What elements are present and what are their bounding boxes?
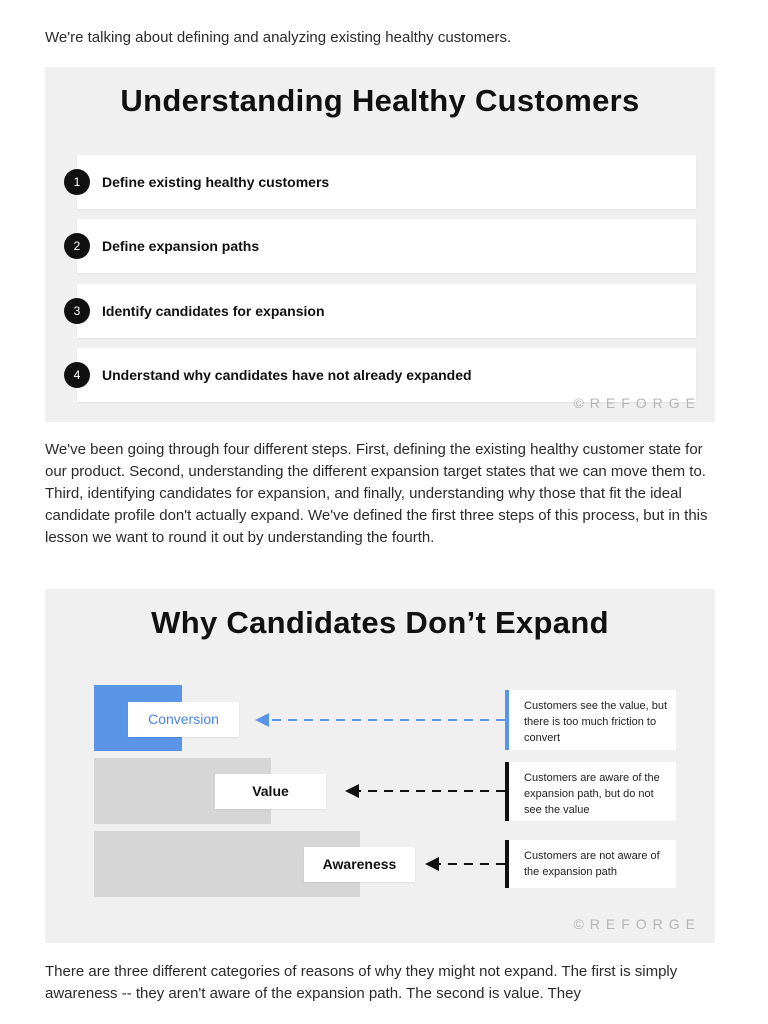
step-number-badge: 4 bbox=[64, 362, 90, 388]
awareness-note: Customers are not aware of the expansion path bbox=[505, 840, 676, 888]
awareness-arrow bbox=[425, 857, 505, 871]
step-card-4 bbox=[73, 348, 696, 402]
step-number-badge: 2 bbox=[64, 233, 90, 259]
conversion-note: Customers see the value, but there is too much friction to convert bbox=[505, 690, 676, 750]
conversion-arrow bbox=[255, 713, 505, 727]
healthy-customers-figure bbox=[45, 67, 715, 422]
categories-paragraph: There are three different categories of reasons of why they might not expand. The first is simply awareness -- they aren't aware of the expansion path. The second is value. They bbox=[45, 963, 678, 1002]
step-label: Identify candidates for expansion bbox=[102, 303, 325, 319]
figure2-title: Why Candidates Don’t Expand bbox=[151, 605, 609, 640]
reforge-watermark: ©REFORGE bbox=[573, 916, 701, 932]
conversion-label: Conversion bbox=[128, 702, 239, 737]
value-label: Value bbox=[215, 774, 326, 809]
figure1-title: Understanding Healthy Customers bbox=[120, 83, 640, 118]
step-card-1 bbox=[73, 155, 696, 209]
step-card-3 bbox=[73, 284, 696, 338]
step-label: Define expansion paths bbox=[102, 238, 260, 254]
step-number-badge: 1 bbox=[64, 169, 90, 195]
reforge-watermark: ©REFORGE bbox=[573, 395, 701, 411]
steps-paragraph: We've been going through four different steps. First, defining the existing healthy customer state for our product. Second, understanding the different expansion target states that we can move them to. Third, identifying candidates for expansion, and finally, understanding why those that fit the ideal candidate profile don't actually expand. We've defined the first three steps of this process, but in this lesson we want to round it out by understanding the fourth. bbox=[45, 441, 708, 546]
intro-paragraph: We're talking about defining and analyzing existing healthy customers. bbox=[45, 29, 512, 46]
why-candidates-figure bbox=[45, 589, 715, 943]
step-label: Understand why candidates have not already expanded bbox=[102, 367, 472, 383]
step-card-2 bbox=[73, 219, 696, 273]
awareness-label: Awareness bbox=[304, 847, 415, 882]
step-number-badge: 3 bbox=[64, 298, 90, 324]
value-note: Customers are aware of the expansion path, but do not see the value bbox=[505, 762, 676, 821]
step-label: Define existing healthy customers bbox=[102, 174, 330, 190]
value-arrow bbox=[345, 784, 505, 798]
